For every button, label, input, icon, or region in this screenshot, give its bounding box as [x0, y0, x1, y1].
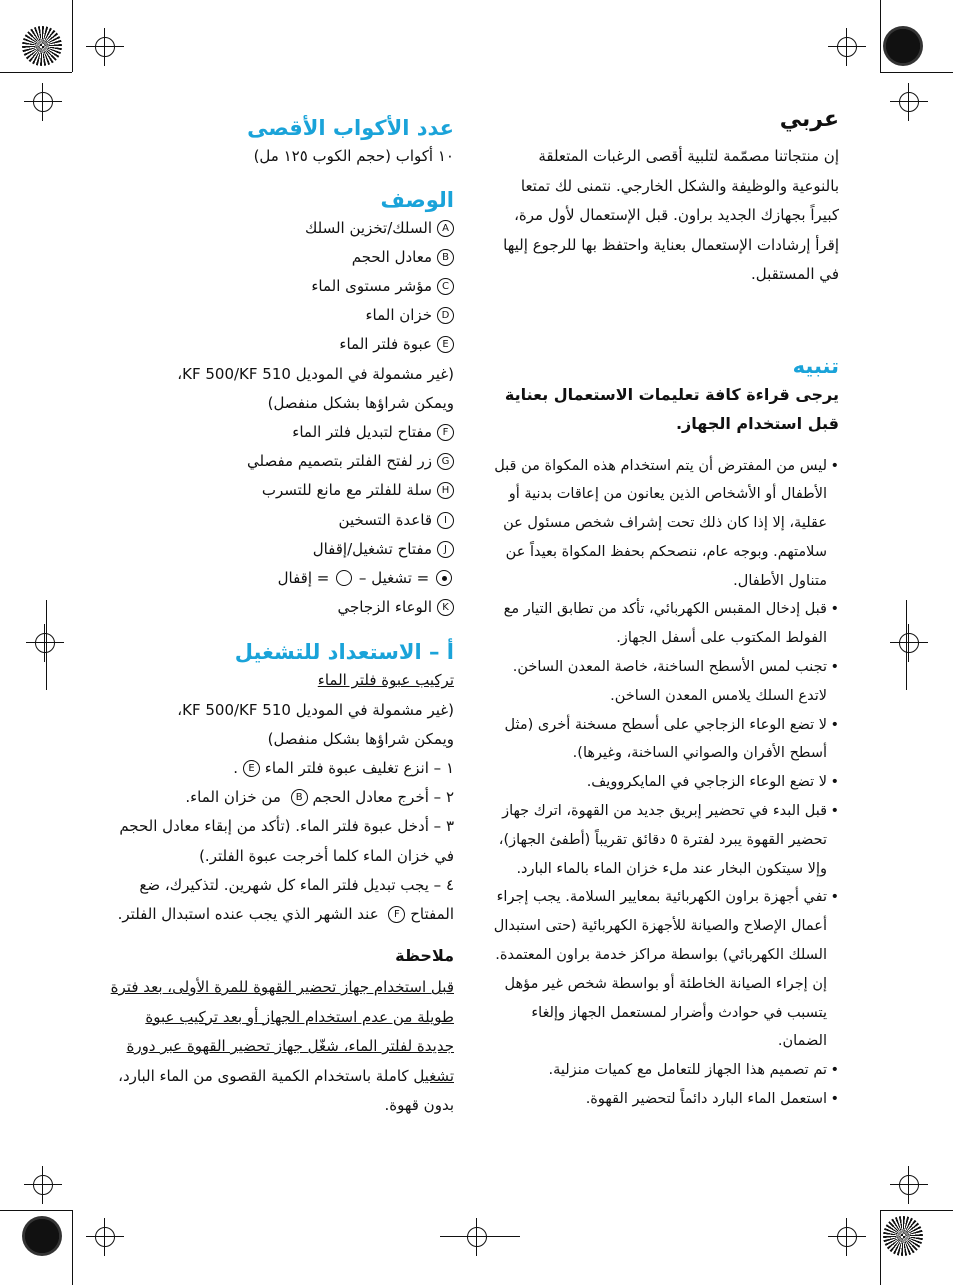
switch-legend — [108, 564, 454, 593]
model-note: ويمكن شراؤها بشكل منفصل) — [267, 729, 454, 748]
registration-star-top-right — [883, 26, 923, 66]
safety-bullet-list — [492, 452, 839, 970]
trim-line — [880, 1210, 953, 1211]
crosshair-mark — [30, 1172, 56, 1198]
crosshair-mark — [30, 89, 56, 115]
crosshair-mark — [92, 34, 118, 60]
step-text: عند الشهر الذي يجب عنده استبدال الفلتر. — [117, 904, 379, 923]
list-item — [108, 506, 454, 535]
part-letter-badge: B — [291, 789, 308, 806]
step-text: ٢ – أخرج معادل الحجم — [312, 788, 454, 807]
part-letter-badge: A — [437, 220, 454, 237]
registration-star-bottom-right — [883, 1216, 923, 1256]
list-item — [108, 214, 454, 243]
list-item: • تفي أجهزة براون الكهربائية بمعايير السلامة. يجب إجراء أعمال الإصلاح والصيانة للأجهزة الكهربائية (حتى استبدال السلك الكهربائي) بواسطة مراكز خدمة براون المعتمدة. — [492, 883, 839, 969]
intro-paragraph: إن منتجاتنا مصمّمة لتلبية أقصى الرغبات المتعلقة بالنوعية والوظيفة والشكل الخارجي. نتمنى لك تمتعا كبيراً بجهازك الجديد براون. قبل الإستعمال لأول مرة، إقرأ إرشادات الإستعمال بعناية واحتفظ بها للرجوع إليها في المستقبل. — [503, 147, 839, 283]
trim-line — [72, 0, 73, 72]
trim-line — [880, 1210, 881, 1285]
crosshair-mark — [92, 1224, 118, 1250]
switch-separator: – — [358, 568, 367, 587]
part-letter-badge: G — [437, 453, 454, 470]
crosshair-mark — [896, 89, 922, 115]
list-item: • قبل إدخال المقبس الكهربائي، تأكد من تطابق التيار مع الفولط المكتوب على أسفل الجهاز. — [492, 595, 839, 653]
trim-line — [46, 600, 47, 690]
list-item — [108, 418, 454, 447]
part-label: عبوة فلتر الماء — [339, 335, 432, 354]
switch-off-label: = إقفال — [277, 568, 330, 587]
list-item — [108, 243, 454, 272]
part-letter-badge: K — [437, 599, 454, 616]
part-label: مفتاح لتبديل فلتر الماء — [292, 422, 432, 441]
trim-line — [0, 72, 72, 73]
registration-star-top-left — [22, 26, 62, 66]
language-title: عربي — [779, 107, 839, 132]
step-item — [108, 871, 454, 929]
step-text: ١ – انزع تغليف عبوة فلتر الماء — [264, 758, 454, 777]
crosshair-mark — [464, 1224, 490, 1250]
max-cups-text: ١٠ أكواب (حجم الكوب ١٢٥ مل) — [253, 147, 454, 165]
list-item: • لا تضع الوعاء الزجاجي على أسطح مسخنة أخرى (مثل أسطح الأفران والصواني الساخنة، وغيرها). — [492, 711, 839, 769]
part-label: مؤشر مستوى الماء — [311, 276, 432, 295]
list-item — [108, 476, 454, 505]
max-cups-heading: عدد الأكواب الأقصى — [247, 116, 454, 140]
on-symbol-icon — [436, 570, 452, 586]
arabic-intro-column — [492, 106, 839, 1114]
preparation-heading: أ – الاستعداد للتشغيل — [234, 640, 454, 665]
list-item — [108, 330, 454, 359]
part-letter-badge: D — [437, 307, 454, 324]
list-item — [108, 535, 454, 564]
crosshair-mark — [834, 1224, 860, 1250]
trim-line — [440, 1236, 520, 1237]
trim-line — [880, 72, 953, 73]
service-note: إن إجراء الصيانة الخاطئة أو بواسطة شخص غير مؤهل يتسبب في حوادث وأضرار لمستعمل الجهاز وإلغاء الضمان. — [504, 975, 827, 1050]
registration-star-bottom-left — [22, 1216, 62, 1256]
part-label: الوعاء الزجاجي — [337, 598, 432, 617]
off-symbol-icon — [336, 570, 352, 586]
part-label: زر لفتح الفلتر بتصميم مفصلي — [246, 452, 432, 471]
step-item: ١ – انزع تغليف عبوة فلتر الماء E. — [233, 758, 454, 777]
part-label: قاعدة التسخين — [338, 510, 432, 529]
part-letter-badge: F — [388, 906, 405, 923]
crosshair-mark — [834, 34, 860, 60]
step-text: ٤ – يجب تبديل فلتر الماء كل شهرين. لتذكيرك، ضع المفتاح — [139, 875, 454, 923]
model-note: ويمكن شراؤها بشكل منفصل) — [267, 393, 454, 412]
part-label: خزان الماء — [365, 306, 432, 325]
model-note: (غير مشمولة في الموديل KF 500/KF 510، — [177, 700, 454, 719]
list-item: • تجنب لمس الأسطح الساخنة، خاصة المعدن الساخن. لاتدع السلك يلامس المعدن الساخن. — [492, 653, 839, 711]
list-item: • لا تضع الوعاء الزجاجي في المايكروويف. — [492, 768, 839, 797]
note-heading: ملاحظة — [395, 946, 454, 966]
switch-on-label: = تشغيل — [371, 568, 430, 587]
crosshair-mark — [32, 630, 58, 656]
preparation-subheading: تركيب عبوة فلتر الماء — [317, 671, 454, 690]
list-item — [108, 301, 454, 330]
trim-line — [880, 0, 881, 72]
part-label: مفتاح تشغيل/إقفال — [312, 539, 432, 558]
list-item: • ليس من المفترض أن يتم استخدام هذه المكواة من قبل الأطفال أو الأشخاص الذين يعانون من إعاقات بدنية أو عقلية، إلا إذا كان ذلك تحت إشراف شخص مسئول عن سلامتهم. وبوجه عام، ننصحكم بحفظ المكواة بعيداً عن متناول الأطفال. — [492, 452, 839, 596]
part-letter-badge: B — [437, 249, 454, 266]
note-underlined-text: قبل استخدام جهاز تحضير القهوة للمرة الأولى، بعد فترة طويلة من عدم استخدام الجهاز أو بعد تركيب عبوة جديدة لفلتر الماء، شغّل جهاز تحضير القهوة عبر دورة تشغيل — [110, 978, 454, 1085]
note-text: كاملة باستخدام الكمية القصوى من الماء البارد، بدون قهوة. — [118, 1066, 454, 1115]
note-paragraph — [108, 973, 454, 1121]
part-letter-badge: J — [437, 541, 454, 558]
preparation-steps — [108, 666, 454, 929]
part-letter-badge: H — [437, 482, 454, 499]
part-letter-badge: C — [437, 278, 454, 295]
list-item — [108, 272, 454, 301]
part-label: معادل الحجم — [351, 247, 432, 266]
list-item: • قبل البدء في تحضير إبريق جديد من القهوة، اترك جهاز تحضير القهوة يبرد لفترة ٥ دقائق تقريباً (أطفئ الجهاز)، وإلا سيتكون البخار عند ملء خزان الماء بالماء البارد. — [492, 797, 839, 883]
trim-line — [906, 600, 907, 690]
parts-list — [108, 214, 454, 623]
list-item — [108, 593, 454, 622]
arabic-description-column — [108, 114, 454, 1121]
step-text: من خزان الماء. — [185, 788, 281, 807]
safety-bullet-list-tail — [492, 1056, 839, 1114]
description-heading: الوصف — [380, 187, 454, 212]
step-item: ٣ – أدخل عبوة فلتر الماء. (تأكد من إبقاء معادل الحجم في خزان الماء كلما أخرجت عبوة الفلتر.) — [119, 817, 454, 865]
part-letter-badge: F — [437, 424, 454, 441]
part-label: سلة للفلتر مع مانع للتسرب — [261, 481, 432, 500]
trim-line — [72, 1210, 73, 1285]
list-item: • استعمل الماء البارد دائماً لتحضير القهوة. — [492, 1085, 839, 1114]
list-item: • تم تصميم هذا الجهاز للتعامل مع كميات منزلية. — [492, 1056, 839, 1085]
part-letter-badge: E — [437, 336, 454, 353]
list-item — [108, 447, 454, 476]
part-letter-badge: E — [243, 760, 260, 777]
warning-bold-text: يرجى قراءة كافة تعليمات الاستعمال بعناية قبل استخدام الجهاز. — [504, 384, 839, 433]
warning-heading: تنبيه — [792, 353, 839, 378]
crosshair-mark — [896, 1172, 922, 1198]
step-item — [108, 783, 454, 812]
crosshair-mark — [896, 630, 922, 656]
trim-line — [0, 1210, 72, 1211]
model-note: (غير مشمولة في الموديل KF 500/KF 510، — [177, 364, 454, 383]
part-label: السلك/تخزين السلك — [304, 218, 432, 237]
part-letter-badge: I — [437, 512, 454, 529]
